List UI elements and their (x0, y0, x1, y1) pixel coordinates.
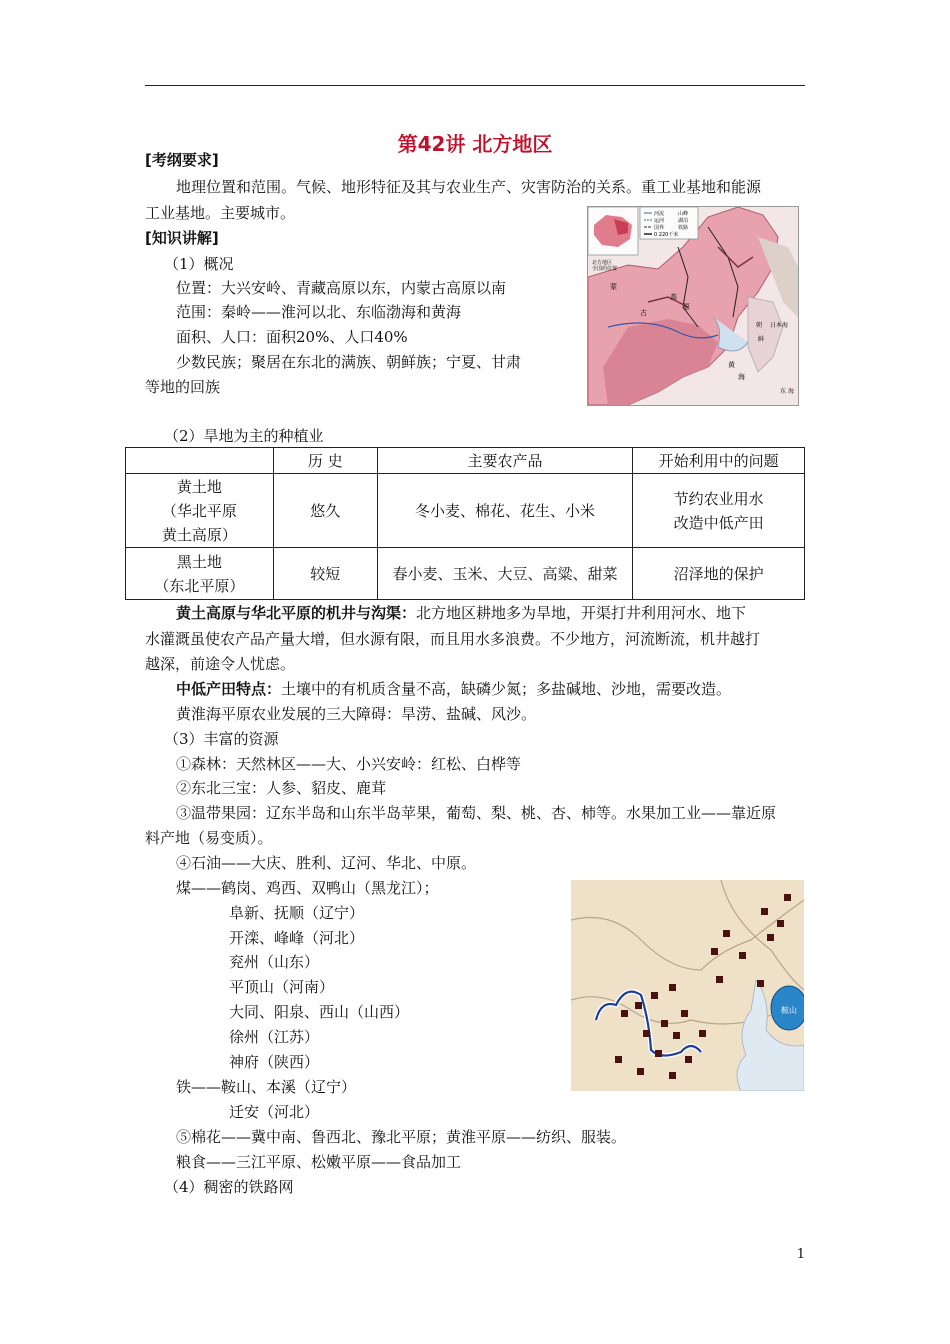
inset-label-2: 全国的位置 (592, 266, 618, 272)
minority-line-1: 少数民族；聚居在东北的满族、朝鲜族；宁夏、甘肃 (176, 353, 522, 371)
table-header-cell (126, 448, 274, 474)
northern-region-map (587, 206, 799, 406)
position-text: 位置：大兴安岭、青藏高原以东，内蒙古高原以南 (176, 279, 507, 297)
cell-line: （东北平原） (154, 576, 245, 595)
wells-paragraph-line-2: 水灌溉虽使农产品产量大增，但水源有限，而且用水多浪费。不少地方，河流断流，机井越打 (145, 630, 761, 648)
cell-line: 黄土高原） (161, 525, 237, 544)
table-header-cell: 开始利用中的问题 (633, 448, 805, 474)
range-text: 范围：秦岭——淮河以北、东临渤海和黄海 (176, 303, 462, 321)
table-row (126, 474, 805, 548)
header-rule (145, 85, 805, 86)
cell-line: （华北平原 (161, 501, 237, 520)
page-title: 第42讲 北方地区 (397, 132, 553, 156)
legend-lake: 湖泊 (678, 218, 689, 224)
treasures-text: ②东北三宝：人参、貂皮、鹿茸 (176, 779, 387, 797)
cell-line: 黄土地 (176, 477, 222, 496)
map-badge-text: 鞍山 (781, 1006, 797, 1015)
coal-line: 徐州（江苏） (229, 1028, 320, 1046)
label-hai: 海 (738, 373, 745, 381)
table-header-row (126, 448, 805, 474)
table-header-cell: 历 史 (273, 448, 377, 474)
coal-line: 兖州（山东） (229, 953, 320, 971)
low-yield-heading: 中低产田特点： (176, 680, 282, 698)
section-knowledge: [知识讲解] (145, 229, 219, 247)
wells-heading: 黄土高原与华北平原的机井与沟渠： (176, 604, 417, 622)
wells-paragraph-line-1 (176, 603, 746, 623)
minority-line-2: 等地的回族 (145, 378, 221, 396)
legend-canal: 运河 (654, 218, 665, 224)
area-text: 面积、人口：面积20%、人口40% (176, 328, 408, 346)
label-gao: 高 (670, 293, 677, 301)
label-huang: 黄 (728, 361, 735, 369)
heading-overview: （1）概况 (164, 255, 234, 273)
coal-line: 平顶山（河南） (229, 978, 335, 996)
label-sea-of-japan: 日本海 (770, 322, 789, 329)
heading-resources: （3）丰富的资源 (164, 730, 279, 748)
req-line-1: 地理位置和范围。气候、地形特征及其与农业生产、灾害防治的关系。重工业基地和能源 (176, 178, 762, 196)
coal-line: 开滦、峰峰（河北） (229, 929, 365, 947)
iron-line: 铁——鞍山、本溪（辽宁） (176, 1078, 357, 1096)
table-cell: 悠久 (273, 474, 377, 548)
cell-line: 黑土地 (176, 552, 222, 571)
table-row (126, 548, 805, 600)
table-cell: 沼泽地的保护 (633, 548, 805, 600)
cotton-text: ⑤棉花——冀中南、鲁西北、豫北平原；黄淮平原——纺织、服装。 (176, 1128, 627, 1146)
req-line-2: 工业基地。主要城市。 (145, 204, 296, 222)
table-cell: 较短 (273, 548, 377, 600)
low-yield-text: 土壤中的有机质含量不高，缺磷少氮；多盐碱地、沙地，需要改造。 (281, 680, 732, 698)
heading-farming: （2）旱地为主的种植业 (164, 427, 324, 445)
legend-border: 国界 (654, 225, 665, 231)
table-cell: 春小麦、玉米、大豆、高粱、甜菜 (377, 548, 633, 600)
heading-railway: （4）稠密的铁路网 (164, 1178, 294, 1196)
coal-line: 神府（陕西） (229, 1053, 320, 1071)
table-cell: 冬小麦、棉花、花生、小米 (377, 474, 633, 548)
obstacles-text: 黄淮海平原农业发展的三大障碍：旱涝、盐碱、风沙。 (176, 705, 537, 723)
orchard-line-1: ③温带果园：辽东半岛和山东半岛苹果，葡萄、梨、桃、杏、柿等。水果加工业——靠近原 (176, 804, 777, 822)
page-number: 1 (796, 1247, 805, 1262)
mineral-distribution-map (571, 880, 804, 1091)
label-gu: 古 (640, 309, 647, 317)
label-xian: 鲜 (758, 336, 765, 343)
label-meng: 蒙 (610, 283, 617, 291)
cell-line: 节约农业用水 (673, 489, 764, 508)
agriculture-table (125, 447, 805, 600)
table-cell (126, 474, 274, 548)
low-yield-paragraph (176, 679, 731, 699)
map-scale: 0 220千米 (654, 232, 679, 238)
section-requirements: [考纲要求] (145, 151, 219, 169)
iron-line: 迁安（河北） (229, 1103, 320, 1121)
label-chao: 朝 (756, 322, 763, 329)
table-cell (633, 474, 805, 548)
legend-railway: 铁路 (678, 225, 689, 231)
label-dong-hai: 海 (788, 388, 795, 395)
legend-river: 河流 (654, 211, 665, 217)
label-yuan: 原 (683, 303, 690, 311)
wells-text-1: 北方地区耕地多为旱地，开渠打井利用河水、地下 (416, 604, 747, 622)
coal-line: 煤——鹤岗、鸡西、双鸭山（黑龙江）； (176, 879, 439, 897)
forest-text: ①森林：天然林区——大、小兴安岭：红松、白桦等 (176, 755, 522, 773)
table-header-cell: 主要农产品 (377, 448, 633, 474)
coal-line: 阜新、抚顺（辽宁） (229, 904, 365, 922)
grain-text: 粮食——三江平原、松嫩平原——食品加工 (176, 1153, 462, 1171)
mineral-distribution-map-graphic (571, 880, 804, 1091)
inset-label-1: 北方地区 (592, 260, 613, 266)
northern-region-map-graphic (588, 207, 798, 405)
orchard-line-2: 料产地（易变质）。 (145, 829, 273, 847)
oil-text: ④石油——大庆、胜利、辽河、华北、中原。 (176, 854, 477, 872)
table-cell (126, 548, 274, 600)
cell-line: 改造中低产田 (673, 513, 764, 532)
coal-line: 大同、阳泉、西山（山西） (229, 1003, 410, 1021)
wells-paragraph-line-3: 越深，前途令人忧虑。 (145, 655, 296, 673)
legend-peak: 山峰 (678, 211, 689, 217)
label-dong: 东 (780, 388, 787, 395)
